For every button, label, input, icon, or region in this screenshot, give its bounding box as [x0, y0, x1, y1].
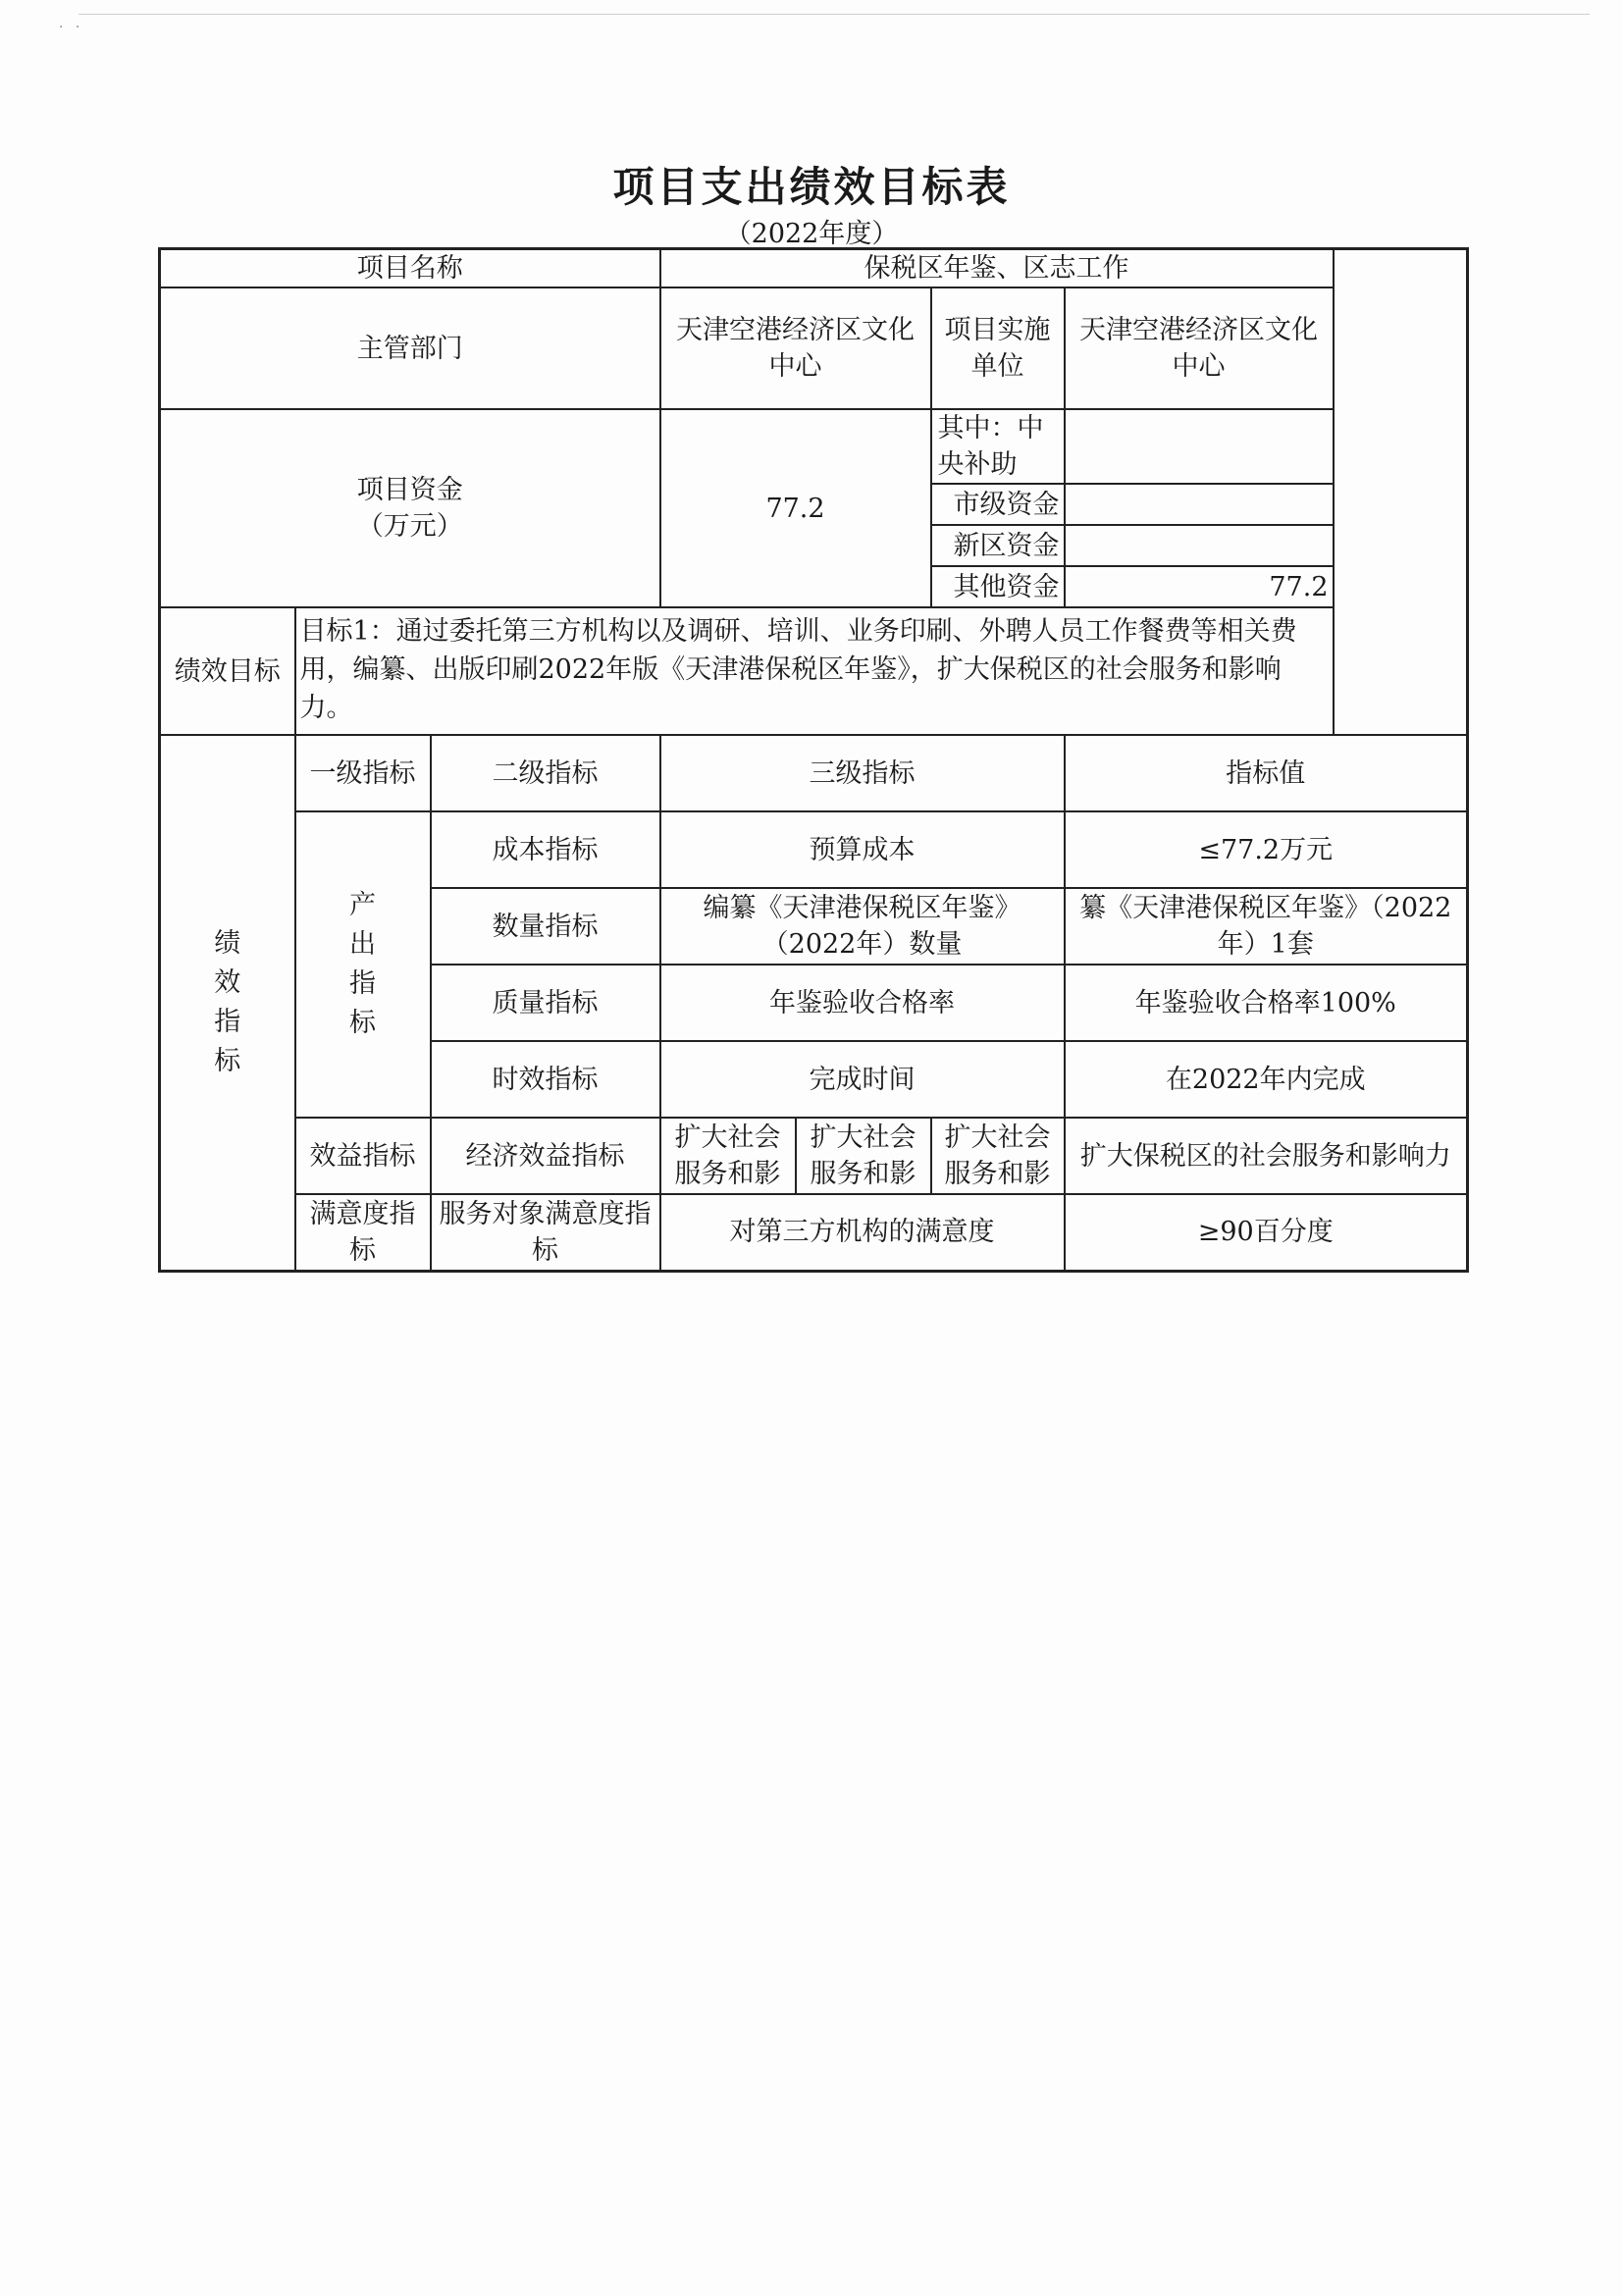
level2-cell: 成本指标	[431, 811, 660, 888]
benefit-level3-cell: 扩大社会服务和影	[660, 1118, 796, 1194]
benefit-level3-cell: 扩大社会服务和影	[931, 1118, 1065, 1194]
performance-table	[158, 247, 1469, 1273]
implementing-unit-value: 天津空港经济区文化中心	[1065, 287, 1334, 409]
level3-cell: 完成时间	[660, 1041, 1065, 1118]
scan-edge-line	[79, 14, 1590, 15]
row-satisfaction	[160, 1194, 1468, 1271]
value-cell: 年鉴验收合格率100%	[1065, 965, 1468, 1041]
performance-goal-text: 目标1：通过委托第三方机构以及调研、培训、业务印刷、外聘人员工作餐费等相关费用，编纂、出版印刷2022年版《天津港保税区年鉴》，扩大保税区的社会服务和影响力。	[295, 607, 1334, 735]
header-level2: 二级指标	[431, 735, 660, 811]
value-cell: 纂《天津港保税区年鉴》（2022年）1套	[1065, 888, 1468, 965]
satisfaction-value: ≥90百分度	[1065, 1194, 1468, 1271]
header-level3: 三级指标	[660, 735, 1065, 811]
benefit-value: 扩大保税区的社会服务和影响力	[1065, 1118, 1468, 1194]
funds-total-value: 77.2	[660, 409, 931, 607]
table-row	[160, 811, 1468, 888]
funds-label	[160, 409, 660, 607]
value-cell: 在2022年内完成	[1065, 1041, 1468, 1118]
fund-source-label: 市级资金	[931, 484, 1065, 525]
fund-source-value	[1065, 484, 1334, 525]
project-name-value: 保税区年鉴、区志工作	[660, 249, 1334, 288]
fund-source-value	[1065, 409, 1334, 484]
row-performance-goal	[160, 607, 1468, 735]
level3-cell: 编纂《天津港保税区年鉴》（2022年）数量	[660, 888, 1065, 965]
level3-cell: 预算成本	[660, 811, 1065, 888]
benefit-level3-cell: 扩大社会服务和影	[796, 1118, 931, 1194]
fund-source-label: 其他资金	[931, 566, 1065, 607]
funds-unit-text: （万元）	[356, 511, 463, 542]
fund-source-value	[1065, 525, 1334, 566]
row-benefit	[160, 1118, 1468, 1194]
level2-cell: 时效指标	[431, 1041, 660, 1118]
satisfaction-level1: 满意度指标	[295, 1194, 431, 1271]
funds-label-text: 项目资金	[356, 475, 463, 505]
implementing-unit-label: 项目实施单位	[931, 287, 1065, 409]
fund-source-value: 77.2	[1065, 566, 1334, 607]
level2-cell: 质量指标	[431, 965, 660, 1041]
project-name-label: 项目名称	[160, 249, 660, 288]
performance-goal-label: 绩效目标	[160, 607, 295, 735]
output-indicator-group: 产出指标	[295, 811, 431, 1118]
satisfaction-level2: 服务对象满意度指标	[431, 1194, 660, 1271]
department-value: 天津空港经济区文化中心	[660, 287, 931, 409]
performance-indicator-label: 绩效指标	[160, 735, 295, 1271]
row-project-name	[160, 249, 1468, 288]
page-subtitle-year: （2022年度）	[724, 219, 899, 249]
row-indicator-headers	[160, 735, 1468, 811]
level2-cell: 数量指标	[431, 888, 660, 965]
benefit-level2: 经济效益指标	[431, 1118, 660, 1194]
page-title: 项目支出绩效目标表	[612, 163, 1011, 211]
row-department	[160, 287, 1468, 409]
header-level1: 一级指标	[295, 735, 431, 811]
header-value: 指标值	[1065, 735, 1468, 811]
row-funds-1	[160, 409, 1468, 484]
scan-specks: · ·	[59, 20, 84, 35]
level3-cell: 年鉴验收合格率	[660, 965, 1065, 1041]
value-cell: ≤77.2万元	[1065, 811, 1468, 888]
fund-source-label: 新区资金	[931, 525, 1065, 566]
satisfaction-level3: 对第三方机构的满意度	[660, 1194, 1065, 1271]
benefit-level1: 效益指标	[295, 1118, 431, 1194]
fund-source-label: 其中：中央补助	[931, 409, 1065, 484]
department-label: 主管部门	[160, 287, 660, 409]
